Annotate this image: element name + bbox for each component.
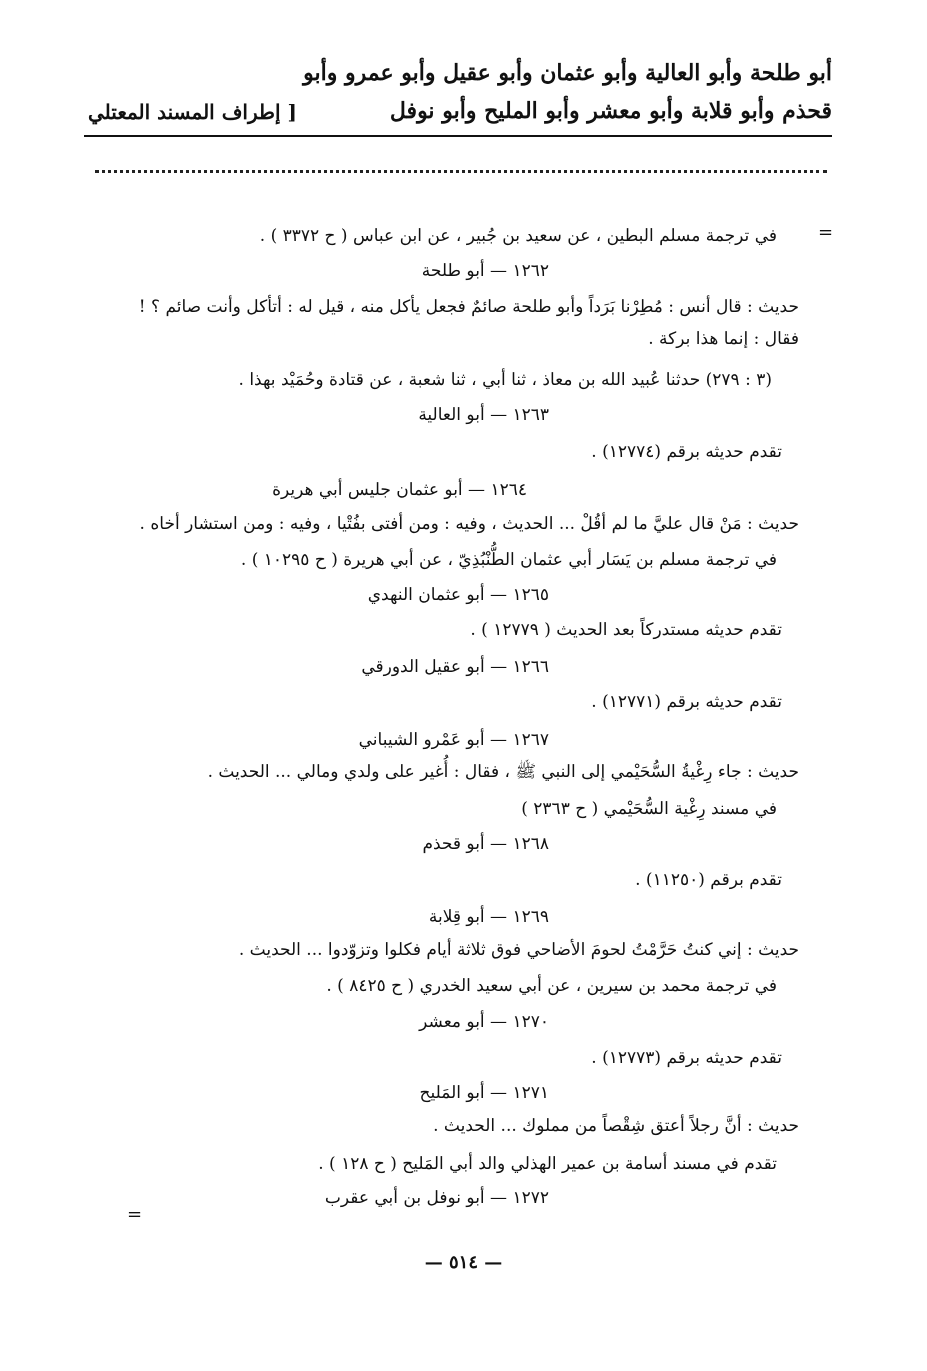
text-line: تقدم حديثه برقم (١٢٧٧٣) . bbox=[591, 1048, 782, 1068]
entry-heading: ١٢٦٥ — أبو عثمان النهدي bbox=[367, 585, 549, 605]
text-line: حديث : إني كنتُ حَرَّمْتُ لحومَ الأضاحي فوق ثلاثة أيام فكلوا وتزوّدوا ... الحديث . bbox=[238, 940, 799, 960]
entry-heading: ١٢٧١ — أبو المَليح bbox=[419, 1083, 549, 1103]
entry-heading: ١٢٧٠ — أبو معشر bbox=[419, 1012, 549, 1032]
text-line: (٣ : ٢٧٩) حدثنا عُبيد الله بن معاذ ، ثنا أبي ، ثنا شعبة ، عن قتادة وحُمَيْد بهذا . bbox=[238, 370, 772, 390]
entry-heading: ١٢٦٤ — أبو عثمان جليس أبي هريرة bbox=[272, 480, 527, 500]
header-rule bbox=[84, 135, 832, 137]
entry-heading: ١٢٧٢ — أبو نوفل بن أبي عقرب bbox=[324, 1188, 549, 1208]
text-line: تقدم حديثه مستدركاً بعد الحديث ( ١٢٧٧٩ ) . bbox=[470, 620, 782, 640]
text-line: حديث : مَنْ قال عليَّ ما لم أقُلْ ... الحديث ، وفيه : ومن أفتى بفُتْيا ، وفيه : ومن استشار أخاه . bbox=[139, 514, 799, 534]
text-line: تقدم برقم (١١٢٥٠) . bbox=[635, 870, 782, 890]
text-line: تقدم حديثه برقم (١٢٧٧١) . bbox=[591, 692, 782, 712]
entry-heading: ١٢٦٨ — أبو قحذم bbox=[422, 834, 549, 854]
page-number: — ٥١٤ — bbox=[424, 1252, 503, 1273]
text-line: في مسند رِغْية السُّحَيْمي ( ح ٢٣٦٣ ) bbox=[521, 799, 777, 819]
dotted-separator bbox=[95, 170, 827, 173]
text-line: تقدم حديثه برقم (١٢٧٧٤) . bbox=[591, 442, 782, 462]
text-line: في ترجمة محمد بن سيرين ، عن أبي سعيد الخدري ( ح ٨٤٢٥ ) . bbox=[326, 976, 777, 996]
text-line: في ترجمة مسلم بن يَسَار أبي عثمان الطُّنْبُذِيّ ، عن أبي هريرة ( ح ١٠٢٩٥ ) . bbox=[240, 550, 777, 570]
entry-heading: ١٢٦٩ — أبو قِلابة bbox=[428, 907, 549, 927]
text-line: حديث : جاء رِغْيةُ السُّحَيْمي إلى النبي ﷺ ، فقال : أُغير على ولدي ومالي ... الحديث . bbox=[207, 762, 799, 782]
entry-heading: ١٢٦٦ — أبو عقيل الدورقي bbox=[361, 657, 549, 677]
text-line: حديث : قال أنس : مُطِرْنا بَرَداً وأبو طلحة صائمٌ فجعل يأكل منه ، قيل له : أتأكل وأنت صائم ؟ ! bbox=[138, 297, 799, 317]
running-header-line-1: أبو طلحة وأبو العالية وأبو عثمان وأبو عقيل وأبو عمرو وأبو bbox=[303, 60, 832, 86]
text-line: فقال : إنما هذا بركة . bbox=[648, 329, 799, 349]
text-line: في ترجمة مسلم البطين ، عن سعيد بن جُبير ، عن ابن عباس ( ح ٣٣٧٢ ) . bbox=[259, 226, 777, 246]
margin-mark-top: = bbox=[818, 222, 834, 243]
text-line: حديث : أنَّ رجلاً أعتق شِقْصاً من مملوك ... الحديث . bbox=[433, 1116, 799, 1136]
entry-heading: ١٢٦٧ — أبو عَمْرو الشيباني bbox=[358, 730, 549, 750]
entry-heading: ١٢٦٣ — أبو العالية bbox=[418, 405, 549, 425]
running-header-line-2: قحذم وأبو قلابة وأبو معشر وأبو المليح وأبو نوفل bbox=[389, 98, 832, 124]
text-line: تقدم في مسند أسامة بن عمير الهذلي والد أبي المَليح ( ح ١٢٨ ) . bbox=[318, 1154, 777, 1174]
book-title: [ إطراف المسند المعتلي bbox=[88, 100, 297, 124]
margin-mark-bottom: = bbox=[127, 1204, 143, 1225]
entry-heading: ١٢٦٢ — أبو طلحة bbox=[421, 261, 549, 281]
